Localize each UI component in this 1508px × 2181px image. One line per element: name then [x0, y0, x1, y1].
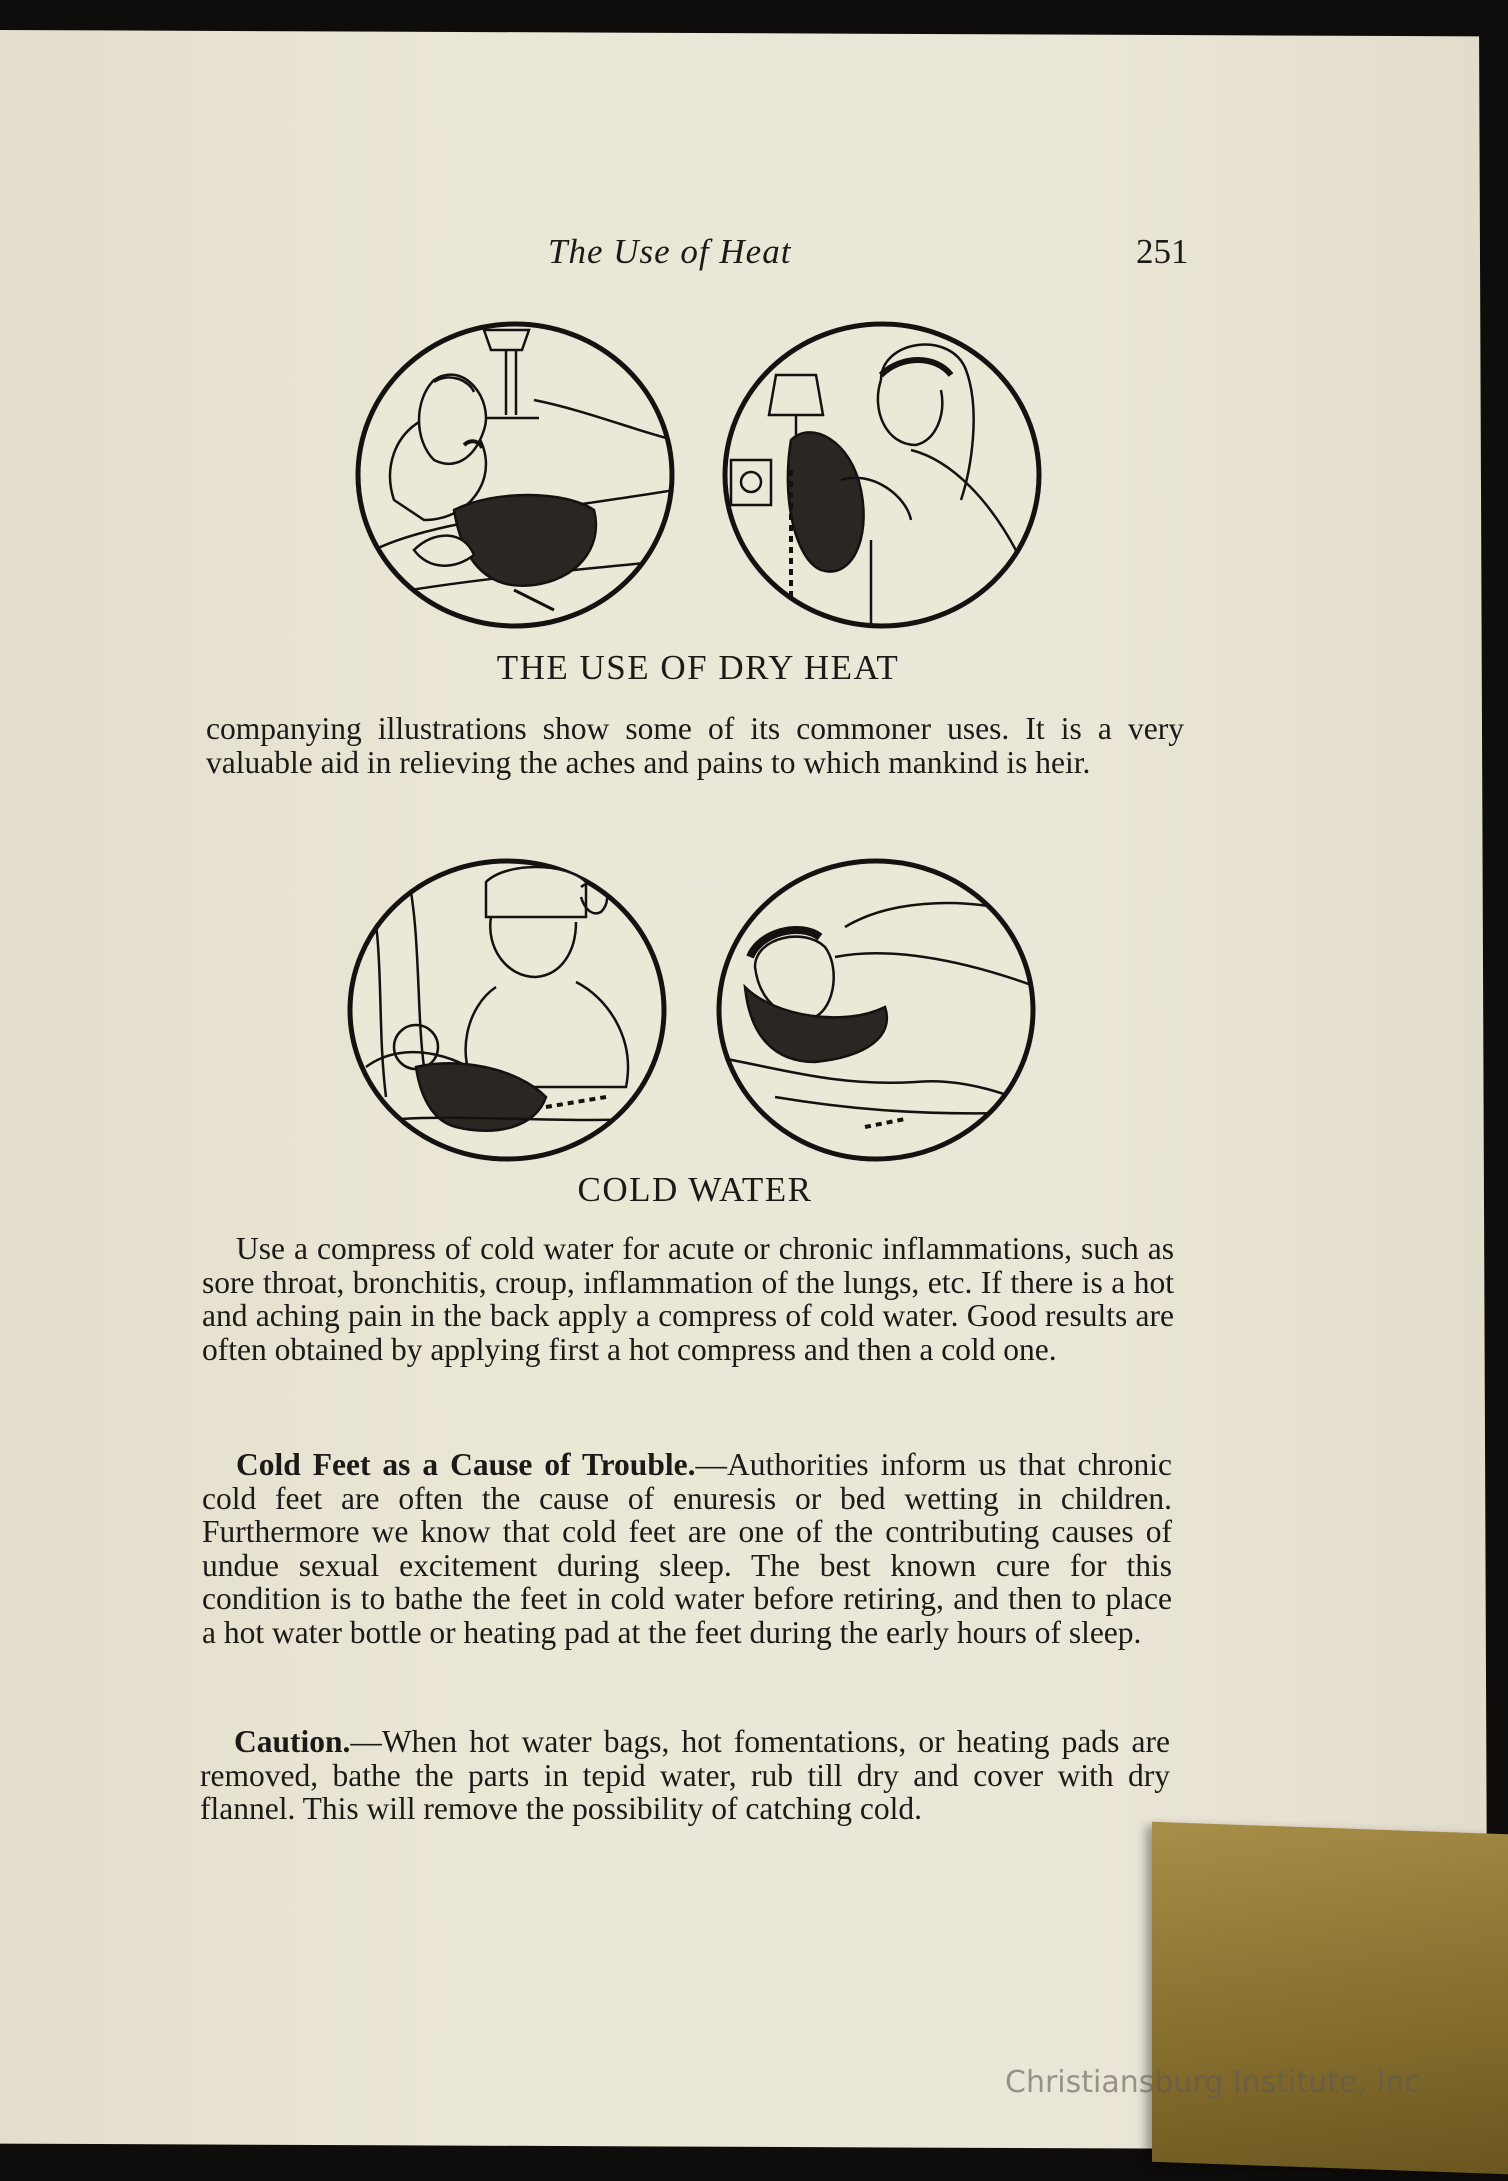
man-with-pad-on-neck-icon	[715, 857, 1037, 1163]
page-number: 251	[1136, 232, 1189, 271]
figure-caption-dry-heat: THE USE OF DRY HEAT	[496, 648, 900, 687]
cold-water-paragraph: Use a compress of cold water for acute or chronic inflammations, such as sore throat, bronchitis, croup, inflammation of the lungs, etc. If there is a hot and aching pain in the back apply a compress of cold water. Good results are often obtained by applying first a hot compress and then a cold one.	[202, 1231, 1174, 1367]
caution-text: —When hot water bags, hot fomentations, or heating pads are removed, bathe the parts in tepid water, rub till dry and cover with dry flannel. This will remove the possibility of catching cold.	[200, 1724, 1170, 1826]
nurse-applying-pad-to-child-icon	[346, 857, 668, 1163]
woman-holding-heating-pad-icon	[721, 320, 1043, 630]
cold-feet-paragraph	[202, 1448, 1172, 1649]
brass-book-stand	[1152, 1822, 1508, 2174]
cold-feet-text: —Authorities inform us that chronic cold feet are often the cause of enuresis or bed wetting in children. Furthermore we know that cold feet are one of the contributing causes of undue sexual excitement during sleep. The best known cure for this condition is to bathe the feet in cold water before retiring, and then to place a hot water bottle or heating pad at the feet during the early hours of sleep.	[202, 1447, 1172, 1650]
watermark: Christiansburg Institute, Inc	[1005, 2065, 1421, 2100]
man-in-bed-with-heating-pad-icon	[354, 320, 676, 630]
paragraph-continuation: companying illustrations show some of its commoner uses. It is a very valuable aid in relieving the aches and pains to which mankind is heir.	[206, 711, 1184, 780]
cold-feet-heading: Cold Feet as a Cause of Trouble.	[236, 1447, 696, 1482]
caution-paragraph	[200, 1725, 1170, 1826]
figure-caption-cold-water: COLD WATER	[577, 1170, 813, 1209]
caution-heading: Caution.	[234, 1724, 351, 1759]
running-head: The Use of Heat	[548, 232, 792, 271]
